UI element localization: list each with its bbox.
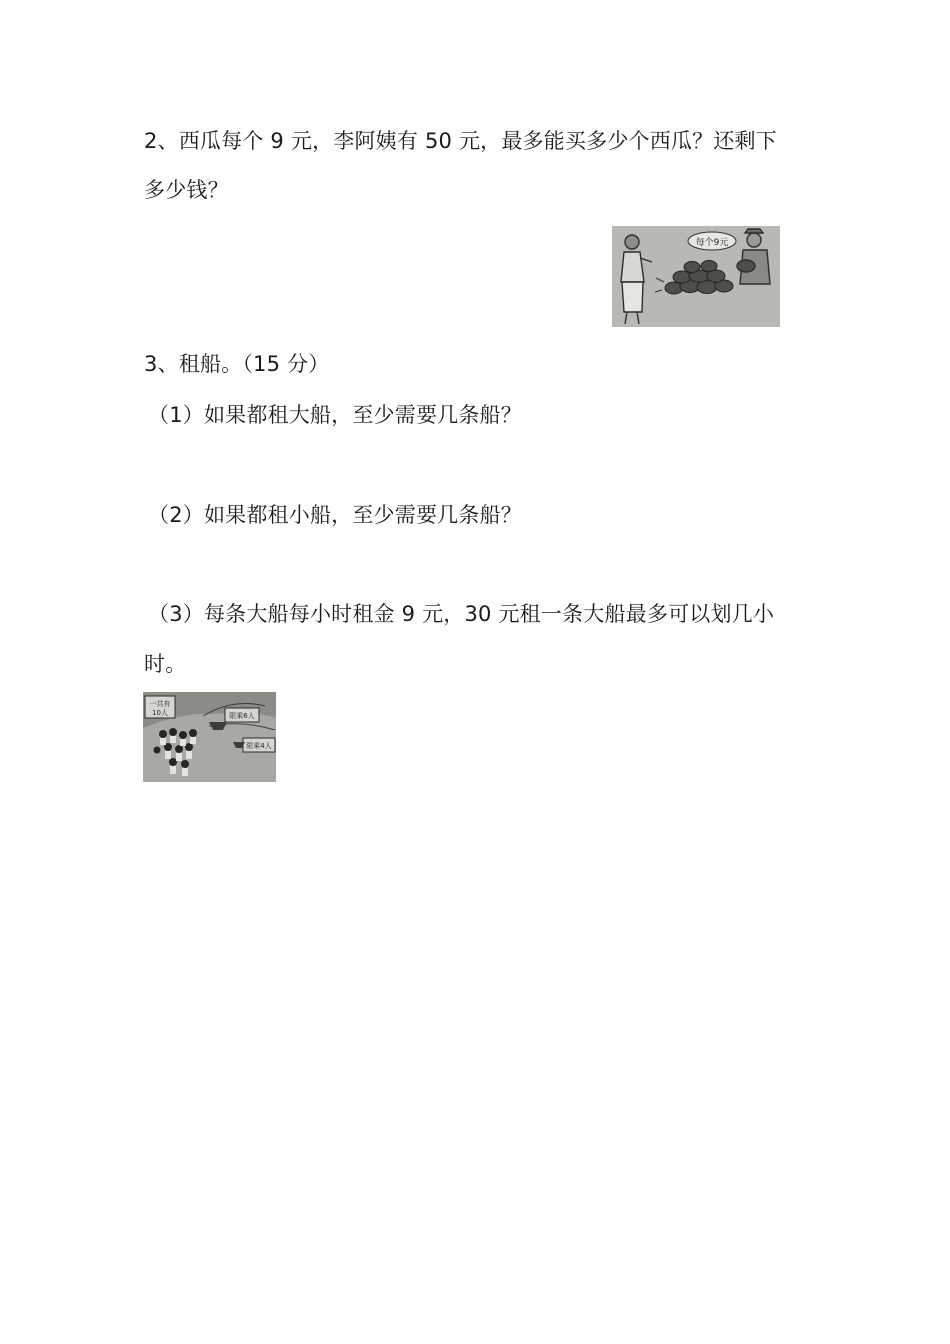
question-2-line-2: 多少钱？	[144, 178, 229, 202]
question-3-title: 3、租船。（15 分）	[144, 352, 330, 376]
group-size-sign-line-1: 一共有	[149, 700, 171, 708]
question-3-part-3-line-2: 时。	[144, 652, 187, 676]
speech-bubble-text: 每个9元	[695, 238, 729, 248]
question-2-line-1: 2、西瓜每个 9 元，李阿姨有 50 元，最多能买多少个西瓜？还剩下	[144, 129, 777, 153]
small-boat-sign-text: 限乘4人	[246, 742, 272, 750]
question-3-part-2: （2）如果都租小船，至少需要几条船？	[148, 503, 522, 527]
group-size-sign-line-2: 10人	[152, 709, 168, 717]
boat-rental-picture	[143, 692, 276, 782]
big-boat-sign-text: 限乘6人	[229, 712, 255, 720]
watermelon-vendor-picture	[612, 226, 780, 327]
question-3-part-3-line-1: （3）每条大船每小时租金 9 元，30 元租一条大船最多可以划几小	[148, 602, 775, 626]
question-3-part-1: （1）如果都租大船，至少需要几条船？	[148, 403, 522, 427]
